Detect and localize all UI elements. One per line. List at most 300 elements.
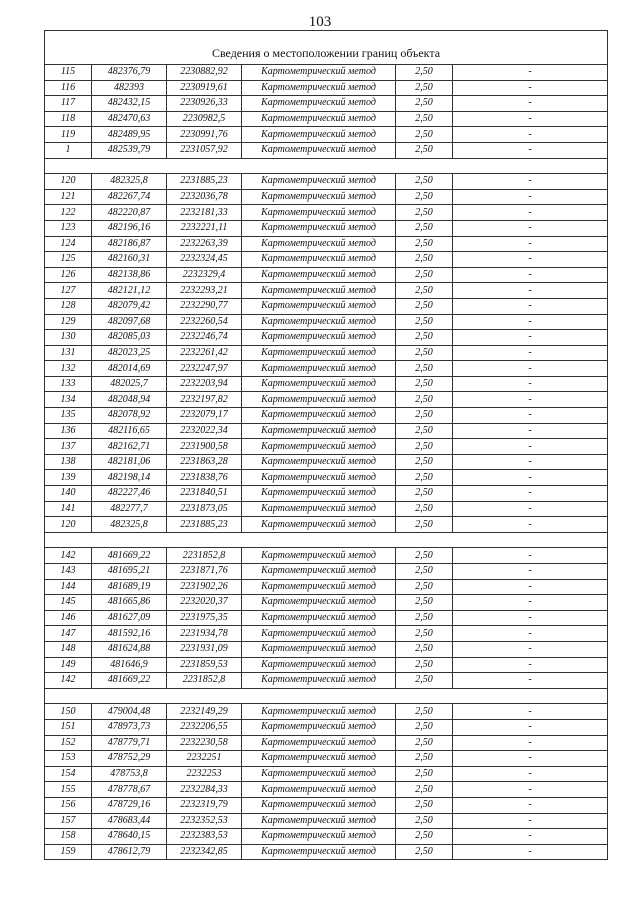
y-coordinate: 2232342,85 <box>167 844 242 860</box>
point-number: 150 <box>45 704 92 720</box>
table-row <box>45 392 608 408</box>
point-number: 127 <box>45 283 92 299</box>
y-coordinate: 2231863,28 <box>167 454 242 470</box>
description: - <box>453 189 608 205</box>
y-coordinate: 2232319,79 <box>167 797 242 813</box>
table-row <box>45 111 608 127</box>
method: Картометрический метод <box>242 267 396 283</box>
description: - <box>453 330 608 346</box>
table-row <box>45 376 608 392</box>
accuracy: 2,50 <box>396 189 453 205</box>
description: - <box>453 595 608 611</box>
method: Картометрический метод <box>242 829 396 845</box>
table-row <box>45 501 608 517</box>
point-number: 140 <box>45 486 92 502</box>
method: Картометрический метод <box>242 408 396 424</box>
accuracy: 2,50 <box>396 330 453 346</box>
point-number: 136 <box>45 423 92 439</box>
accuracy: 2,50 <box>396 782 453 798</box>
x-coordinate: 478778,67 <box>92 782 167 798</box>
point-number: 116 <box>45 80 92 96</box>
x-coordinate: 482162,71 <box>92 439 167 455</box>
method: Картометрический метод <box>242 641 396 657</box>
point-number: 138 <box>45 454 92 470</box>
table-row <box>45 657 608 673</box>
point-number: 142 <box>45 673 92 689</box>
x-coordinate: 481627,09 <box>92 610 167 626</box>
table-row <box>45 142 608 158</box>
table-row <box>45 298 608 314</box>
y-coordinate: 2232221,11 <box>167 220 242 236</box>
x-coordinate: 482048,94 <box>92 392 167 408</box>
y-coordinate: 2232324,45 <box>167 252 242 268</box>
table-row <box>45 641 608 657</box>
method: Картометрический метод <box>242 345 396 361</box>
table-row <box>45 751 608 767</box>
description: - <box>453 314 608 330</box>
y-coordinate: 2231057,92 <box>167 142 242 158</box>
table-row <box>45 517 608 533</box>
point-number: 135 <box>45 408 92 424</box>
x-coordinate: 482376,79 <box>92 65 167 81</box>
accuracy: 2,50 <box>396 673 453 689</box>
description: - <box>453 439 608 455</box>
x-coordinate: 478640,15 <box>92 829 167 845</box>
y-coordinate: 2231902,26 <box>167 579 242 595</box>
x-coordinate: 482432,15 <box>92 96 167 112</box>
description: - <box>453 641 608 657</box>
method: Картометрический метод <box>242 704 396 720</box>
accuracy: 2,50 <box>396 345 453 361</box>
point-number: 137 <box>45 439 92 455</box>
accuracy: 2,50 <box>396 65 453 81</box>
point-number: 155 <box>45 782 92 798</box>
table-row <box>45 797 608 813</box>
description: - <box>453 174 608 190</box>
method: Картометрический метод <box>242 751 396 767</box>
accuracy: 2,50 <box>396 501 453 517</box>
method: Картометрический метод <box>242 298 396 314</box>
y-coordinate: 2232022,34 <box>167 423 242 439</box>
table-row <box>45 735 608 751</box>
description: - <box>453 673 608 689</box>
method: Картометрический метод <box>242 220 396 236</box>
method: Картометрический метод <box>242 844 396 860</box>
point-number: 159 <box>45 844 92 860</box>
table-row <box>45 80 608 96</box>
y-coordinate: 2232260,54 <box>167 314 242 330</box>
description: - <box>453 829 608 845</box>
accuracy: 2,50 <box>396 797 453 813</box>
table-row <box>45 548 608 564</box>
point-number: 122 <box>45 205 92 221</box>
method: Картометрический метод <box>242 657 396 673</box>
description: - <box>453 252 608 268</box>
method: Картометрический метод <box>242 626 396 642</box>
description: - <box>453 844 608 860</box>
x-coordinate: 478752,29 <box>92 751 167 767</box>
separator-cell <box>45 532 608 548</box>
table-row <box>45 766 608 782</box>
point-number: 119 <box>45 127 92 143</box>
y-coordinate: 2232293,21 <box>167 283 242 299</box>
table-row <box>45 595 608 611</box>
x-coordinate: 482220,87 <box>92 205 167 221</box>
y-coordinate: 2232181,33 <box>167 205 242 221</box>
x-coordinate: 481669,22 <box>92 548 167 564</box>
y-coordinate: 2231852,8 <box>167 548 242 564</box>
table-row <box>45 127 608 143</box>
x-coordinate: 482489,95 <box>92 127 167 143</box>
description: - <box>453 626 608 642</box>
description: - <box>453 220 608 236</box>
table-row <box>45 486 608 502</box>
table-row <box>45 844 608 860</box>
accuracy: 2,50 <box>396 704 453 720</box>
x-coordinate: 482181,06 <box>92 454 167 470</box>
method: Картометрический метод <box>242 813 396 829</box>
description: - <box>453 376 608 392</box>
table-row <box>45 439 608 455</box>
method: Картометрический метод <box>242 797 396 813</box>
accuracy: 2,50 <box>396 595 453 611</box>
x-coordinate: 478973,73 <box>92 719 167 735</box>
y-coordinate: 2232203,94 <box>167 376 242 392</box>
description: - <box>453 65 608 81</box>
y-coordinate: 2232247,97 <box>167 361 242 377</box>
x-coordinate: 482277,7 <box>92 501 167 517</box>
table-row <box>45 470 608 486</box>
y-coordinate: 2232383,53 <box>167 829 242 845</box>
point-number: 117 <box>45 96 92 112</box>
method: Картометрический метод <box>242 142 396 158</box>
table-row <box>45 345 608 361</box>
method: Картометрический метод <box>242 205 396 221</box>
description: - <box>453 80 608 96</box>
x-coordinate: 481695,21 <box>92 564 167 580</box>
point-number: 134 <box>45 392 92 408</box>
point-number: 141 <box>45 501 92 517</box>
description: - <box>453 782 608 798</box>
point-number: 133 <box>45 376 92 392</box>
y-coordinate: 2231852,8 <box>167 673 242 689</box>
table-row <box>45 283 608 299</box>
accuracy: 2,50 <box>396 236 453 252</box>
description: - <box>453 298 608 314</box>
x-coordinate: 482085,03 <box>92 330 167 346</box>
method: Картометрический метод <box>242 673 396 689</box>
accuracy: 2,50 <box>396 751 453 767</box>
description: - <box>453 454 608 470</box>
y-coordinate: 2231934,78 <box>167 626 242 642</box>
accuracy: 2,50 <box>396 127 453 143</box>
separator-cell <box>45 158 608 174</box>
point-number: 120 <box>45 517 92 533</box>
accuracy: 2,50 <box>396 454 453 470</box>
point-number: 144 <box>45 579 92 595</box>
accuracy: 2,50 <box>396 205 453 221</box>
x-coordinate: 482393 <box>92 80 167 96</box>
accuracy: 2,50 <box>396 470 453 486</box>
y-coordinate: 2230991,76 <box>167 127 242 143</box>
x-coordinate: 482186,87 <box>92 236 167 252</box>
point-number: 148 <box>45 641 92 657</box>
description: - <box>453 345 608 361</box>
description: - <box>453 111 608 127</box>
description: - <box>453 564 608 580</box>
accuracy: 2,50 <box>396 220 453 236</box>
y-coordinate: 2231871,76 <box>167 564 242 580</box>
method: Картометрический метод <box>242 65 396 81</box>
separator-row <box>45 158 608 174</box>
x-coordinate: 481624,88 <box>92 641 167 657</box>
x-coordinate: 478683,44 <box>92 813 167 829</box>
accuracy: 2,50 <box>396 719 453 735</box>
table-row <box>45 579 608 595</box>
point-number: 128 <box>45 298 92 314</box>
y-coordinate: 2231900,58 <box>167 439 242 455</box>
description: - <box>453 501 608 517</box>
table-row <box>45 829 608 845</box>
table-row <box>45 813 608 829</box>
point-number: 125 <box>45 252 92 268</box>
accuracy: 2,50 <box>396 657 453 673</box>
accuracy: 2,50 <box>396 829 453 845</box>
x-coordinate: 482014,69 <box>92 361 167 377</box>
method: Картометрический метод <box>242 719 396 735</box>
separator-cell <box>45 688 608 704</box>
method: Картометрический метод <box>242 330 396 346</box>
x-coordinate: 478729,16 <box>92 797 167 813</box>
table-row <box>45 564 608 580</box>
table-row <box>45 361 608 377</box>
table-row <box>45 330 608 346</box>
x-coordinate: 481669,22 <box>92 673 167 689</box>
y-coordinate: 2230926,33 <box>167 96 242 112</box>
y-coordinate: 2232352,53 <box>167 813 242 829</box>
x-coordinate: 478753,8 <box>92 766 167 782</box>
point-number: 157 <box>45 813 92 829</box>
method: Картометрический метод <box>242 486 396 502</box>
point-number: 147 <box>45 626 92 642</box>
method: Картометрический метод <box>242 314 396 330</box>
point-number: 149 <box>45 657 92 673</box>
accuracy: 2,50 <box>396 423 453 439</box>
table-row <box>45 408 608 424</box>
accuracy: 2,50 <box>396 813 453 829</box>
boundary-table <box>44 30 608 860</box>
y-coordinate: 2232079,17 <box>167 408 242 424</box>
y-coordinate: 2232290,77 <box>167 298 242 314</box>
y-coordinate: 2231975,35 <box>167 610 242 626</box>
table-row <box>45 423 608 439</box>
y-coordinate: 2231840,51 <box>167 486 242 502</box>
y-coordinate: 2232253 <box>167 766 242 782</box>
method: Картометрический метод <box>242 96 396 112</box>
x-coordinate: 482325,8 <box>92 174 167 190</box>
table-row <box>45 673 608 689</box>
point-number: 156 <box>45 797 92 813</box>
y-coordinate: 2231885,23 <box>167 517 242 533</box>
description: - <box>453 283 608 299</box>
table-row <box>45 205 608 221</box>
method: Картометрический метод <box>242 454 396 470</box>
description: - <box>453 486 608 502</box>
x-coordinate: 482116,65 <box>92 423 167 439</box>
x-coordinate: 482470,63 <box>92 111 167 127</box>
table-row <box>45 626 608 642</box>
point-number: 131 <box>45 345 92 361</box>
table-row <box>45 454 608 470</box>
description: - <box>453 96 608 112</box>
accuracy: 2,50 <box>396 408 453 424</box>
accuracy: 2,50 <box>396 111 453 127</box>
method: Картометрический метод <box>242 595 396 611</box>
table-row <box>45 189 608 205</box>
accuracy: 2,50 <box>396 844 453 860</box>
y-coordinate: 2232261,42 <box>167 345 242 361</box>
y-coordinate: 2231931,09 <box>167 641 242 657</box>
x-coordinate: 482196,16 <box>92 220 167 236</box>
accuracy: 2,50 <box>396 142 453 158</box>
x-coordinate: 481592,16 <box>92 626 167 642</box>
point-number: 151 <box>45 719 92 735</box>
point-number: 123 <box>45 220 92 236</box>
accuracy: 2,50 <box>396 174 453 190</box>
point-number: 115 <box>45 65 92 81</box>
method: Картометрический метод <box>242 766 396 782</box>
accuracy: 2,50 <box>396 376 453 392</box>
table-row <box>45 65 608 81</box>
y-coordinate: 2230982,5 <box>167 111 242 127</box>
table-row <box>45 704 608 720</box>
y-coordinate: 2231859,53 <box>167 657 242 673</box>
method: Картометрический метод <box>242 517 396 533</box>
x-coordinate: 482079,42 <box>92 298 167 314</box>
y-coordinate: 2230882,92 <box>167 65 242 81</box>
method: Картометрический метод <box>242 361 396 377</box>
x-coordinate: 481646,9 <box>92 657 167 673</box>
table-title: Сведения о местоположении границ объекта <box>45 31 608 65</box>
accuracy: 2,50 <box>396 548 453 564</box>
point-number: 1 <box>45 142 92 158</box>
accuracy: 2,50 <box>396 439 453 455</box>
table-row <box>45 267 608 283</box>
description: - <box>453 579 608 595</box>
table-row <box>45 220 608 236</box>
y-coordinate: 2232149,29 <box>167 704 242 720</box>
x-coordinate: 478779,71 <box>92 735 167 751</box>
description: - <box>453 205 608 221</box>
method: Картометрический метод <box>242 283 396 299</box>
x-coordinate: 481689,19 <box>92 579 167 595</box>
page-number: 103 <box>308 14 332 30</box>
description: - <box>453 517 608 533</box>
accuracy: 2,50 <box>396 766 453 782</box>
description: - <box>453 797 608 813</box>
x-coordinate: 482227,46 <box>92 486 167 502</box>
description: - <box>453 751 608 767</box>
x-coordinate: 479004,48 <box>92 704 167 720</box>
point-number: 132 <box>45 361 92 377</box>
y-coordinate: 2232036,78 <box>167 189 242 205</box>
method: Картометрический метод <box>242 174 396 190</box>
point-number: 145 <box>45 595 92 611</box>
point-number: 120 <box>45 174 92 190</box>
accuracy: 2,50 <box>396 80 453 96</box>
description: - <box>453 142 608 158</box>
x-coordinate: 482121,12 <box>92 283 167 299</box>
accuracy: 2,50 <box>396 361 453 377</box>
y-coordinate: 2232329,4 <box>167 267 242 283</box>
accuracy: 2,50 <box>396 252 453 268</box>
y-coordinate: 2232263,39 <box>167 236 242 252</box>
method: Картометрический метод <box>242 439 396 455</box>
point-number: 118 <box>45 111 92 127</box>
table-row <box>45 252 608 268</box>
point-number: 121 <box>45 189 92 205</box>
x-coordinate: 481665,86 <box>92 595 167 611</box>
description: - <box>453 719 608 735</box>
method: Картометрический метод <box>242 392 396 408</box>
y-coordinate: 2230919,61 <box>167 80 242 96</box>
accuracy: 2,50 <box>396 641 453 657</box>
method: Картометрический метод <box>242 189 396 205</box>
accuracy: 2,50 <box>396 486 453 502</box>
table-row <box>45 236 608 252</box>
point-number: 143 <box>45 564 92 580</box>
x-coordinate: 482198,14 <box>92 470 167 486</box>
method: Картометрический метод <box>242 610 396 626</box>
y-coordinate: 2231885,23 <box>167 174 242 190</box>
accuracy: 2,50 <box>396 564 453 580</box>
separator-row <box>45 688 608 704</box>
table-row <box>45 174 608 190</box>
point-number: 152 <box>45 735 92 751</box>
x-coordinate: 482025,7 <box>92 376 167 392</box>
accuracy: 2,50 <box>396 283 453 299</box>
point-number: 126 <box>45 267 92 283</box>
description: - <box>453 392 608 408</box>
point-number: 139 <box>45 470 92 486</box>
x-coordinate: 482160,31 <box>92 252 167 268</box>
point-number: 130 <box>45 330 92 346</box>
description: - <box>453 470 608 486</box>
description: - <box>453 267 608 283</box>
table-row <box>45 719 608 735</box>
x-coordinate: 482539,79 <box>92 142 167 158</box>
description: - <box>453 548 608 564</box>
x-coordinate: 482023,25 <box>92 345 167 361</box>
accuracy: 2,50 <box>396 610 453 626</box>
x-coordinate: 482325,8 <box>92 517 167 533</box>
point-number: 129 <box>45 314 92 330</box>
method: Картометрический метод <box>242 470 396 486</box>
x-coordinate: 482267,74 <box>92 189 167 205</box>
table-title-row <box>45 31 608 65</box>
description: - <box>453 127 608 143</box>
y-coordinate: 2232246,74 <box>167 330 242 346</box>
x-coordinate: 482138,86 <box>92 267 167 283</box>
y-coordinate: 2232197,82 <box>167 392 242 408</box>
description: - <box>453 408 608 424</box>
method: Картометрический метод <box>242 564 396 580</box>
description: - <box>453 735 608 751</box>
x-coordinate: 482078,92 <box>92 408 167 424</box>
method: Картометрический метод <box>242 548 396 564</box>
method: Картометрический метод <box>242 579 396 595</box>
y-coordinate: 2231873,05 <box>167 501 242 517</box>
